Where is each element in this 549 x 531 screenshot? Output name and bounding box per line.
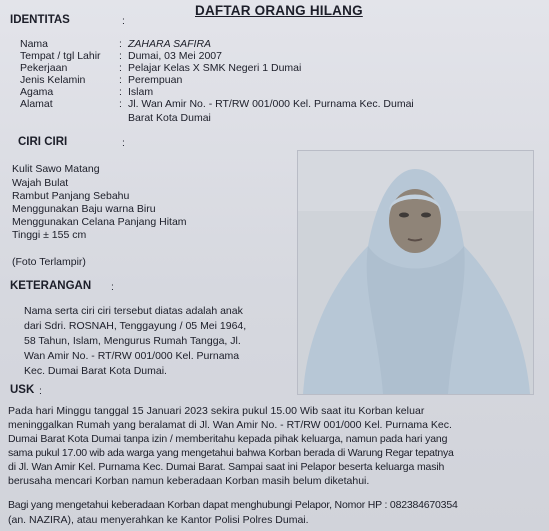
photo-illustration xyxy=(298,151,533,394)
label-nama: Nama xyxy=(20,38,49,50)
label-ttl: Tempat / tgl Lahir xyxy=(20,50,101,62)
ciri-item: Kulit Sawo Matang xyxy=(12,163,100,175)
footer-line: (an. NAZIRA), atau menyerahkan ke Kantor Polisi Polres Dumai. xyxy=(8,514,309,526)
value-agama: Islam xyxy=(128,86,154,98)
left-eye xyxy=(399,213,409,218)
label-jenis-kelamin: Jenis Kelamin xyxy=(20,74,86,86)
keterangan-line: Wan Amir No. - RT/RW 001/000 Kel. Purnama xyxy=(24,350,240,362)
usk-line: Pada hari Minggu tanggal 15 Januari 2023 sekira pukul 15.00 Wib saat itu Korban keluar xyxy=(8,405,425,417)
missing-person-photo xyxy=(297,150,534,395)
usk-line: Dumai Barat Kota Dumai tanpa izin / memberitahu kepada pihak keluarga, namun pada hari yang xyxy=(8,433,448,445)
label-pekerjaan: Pekerjaan xyxy=(20,62,68,74)
value-alamat-cont: Barat Kota Dumai xyxy=(128,112,211,124)
ciri-item: Tinggi ± 155 cm xyxy=(12,229,87,241)
ciri-item: Rambut Panjang Sebahu xyxy=(12,190,130,202)
keterangan-line: dari Sdri. ROSNAH, Tenggayung / 05 Mei 1964, xyxy=(24,320,247,332)
usk-line: di Jl. Wan Amir Kel. Purnama Kec. Dumai Barat. Sampai saat ini Pelapor beserta keluarga masih xyxy=(8,461,445,473)
value-ttl: Dumai, 03 Mei 2007 xyxy=(128,50,222,62)
keterangan-line: Nama serta ciri ciri tersebut diatas adalah anak xyxy=(24,305,243,317)
keterangan-colon: : xyxy=(111,281,114,293)
foto-terlampir: (Foto Terlampir) xyxy=(12,256,86,268)
keterangan-heading: KETERANGAN xyxy=(10,280,92,292)
keterangan-line: Kec. Dumai Barat Kota Dumai. xyxy=(24,365,167,377)
value-alamat: Jl. Wan Amir No. - RT/RW 001/000 Kel. Purnama Kec. Dumai xyxy=(128,98,414,110)
identitas-heading: IDENTITAS xyxy=(10,14,70,26)
footer-line: Bagi yang mengetahui keberadaan Korban dapat menghubungi Pelapor, Nomor HP : 082384670354 xyxy=(8,499,458,511)
ciri-item: Menggunakan Baju warna Biru xyxy=(12,203,156,215)
right-eye xyxy=(421,213,431,218)
value-jenis-kelamin: Perempuan xyxy=(128,74,183,86)
value-pekerjaan: Pelajar Kelas X SMK Negeri 1 Dumai xyxy=(128,62,302,74)
ciri-heading: CIRI CIRI xyxy=(18,136,68,148)
label-alamat: Alamat xyxy=(20,98,53,110)
identitas-colon: : xyxy=(122,15,125,27)
missing-person-document: DAFTAR ORANG HILANG IDENTITAS : Nama : ZAHARA SAFIRA Tempat / tgl Lahir : Dumai, 03 Mei 2007 Pekerjaan : Pelajar Kelas X SMK Negeri 1 Dumai Jenis Kelamin : Perempuan Agama : Islam Alamat : Jl. Wan Amir No. - RT/RW 001/000 Kel. Purnama Kec. Dumai Barat Kota Dumai CIRI CIRI : Kulit Sawo Matang Wajah Bulat Rambut Panjang Sebahu Menggunakan Baju warna Biru Menggunakan Celana Panjang Hitam Tinggi ± 155 cm (Foto Terlampir) KETERANGAN : Nama serta ciri ciri tersebut diatas adalah anak dari Sdri. ROSNAH, Tenggayung / 05 Mei 1964, 58 Tahun, Islam, Mengurus Rumah Tangga, Jl. Wan Amir No. - RT/RW 001/000 Kel. Purnama Kec. Dumai Barat Kota Dumai. USK : Pada hari Minggu tanggal 15 Januari 2023 sekira pukul 15.00 Wib saat itu Korban keluar meninggalkan Rumah yang beralamat di Jl. Wan Amir No. - RT/RW 001/000 Kel. Purnama Kec. Dumai Barat Kota Dumai tanpa izin / memberitahu kepada pihak keluarga, namun pada hari yang sama pukul 17.00 wib ada warga yang mengetahui bahwa Korban berada di Warung Regar tepatnya di Jl. Wan Amir Kel. Purnama Kec. Dumai Barat. Sampai saat ini Pelapor beserta keluarga masih berusaha mencari Korban namun keberadaan Korban masih belum diketahui. Bagi yang mengetahui keberadaan Korban dapat menghubungi Pelapor, Nomor HP : 082384670354 (an. NAZIRA), atau menyerahkan ke Kantor Polisi Polres Dumai. xyxy=(0,0,549,531)
usk-line: berusaha mencari Korban namun keberadaan Korban masih belum diketahui. xyxy=(8,475,370,487)
label-agama: Agama xyxy=(20,86,54,98)
document-title: DAFTAR ORANG HILANG xyxy=(195,3,363,18)
ciri-item: Wajah Bulat xyxy=(12,177,69,189)
usk-line: meninggalkan Rumah yang beralamat di Jl. Wan Amir No. - RT/RW 001/000 Kel. Purnama Kec. xyxy=(8,419,452,431)
ciri-colon: : xyxy=(122,137,125,149)
usk-heading: USK xyxy=(10,384,35,396)
ciri-item: Menggunakan Celana Panjang Hitam xyxy=(12,216,187,228)
usk-line: sama pukul 17.00 wib ada warga yang mengetahui bahwa Korban berada di Warung Regar tepatnya xyxy=(8,447,454,459)
value-nama: ZAHARA SAFIRA xyxy=(128,38,212,50)
keterangan-line: 58 Tahun, Islam, Mengurus Rumah Tangga, Jl. xyxy=(24,335,241,347)
usk-colon: : xyxy=(39,385,42,397)
